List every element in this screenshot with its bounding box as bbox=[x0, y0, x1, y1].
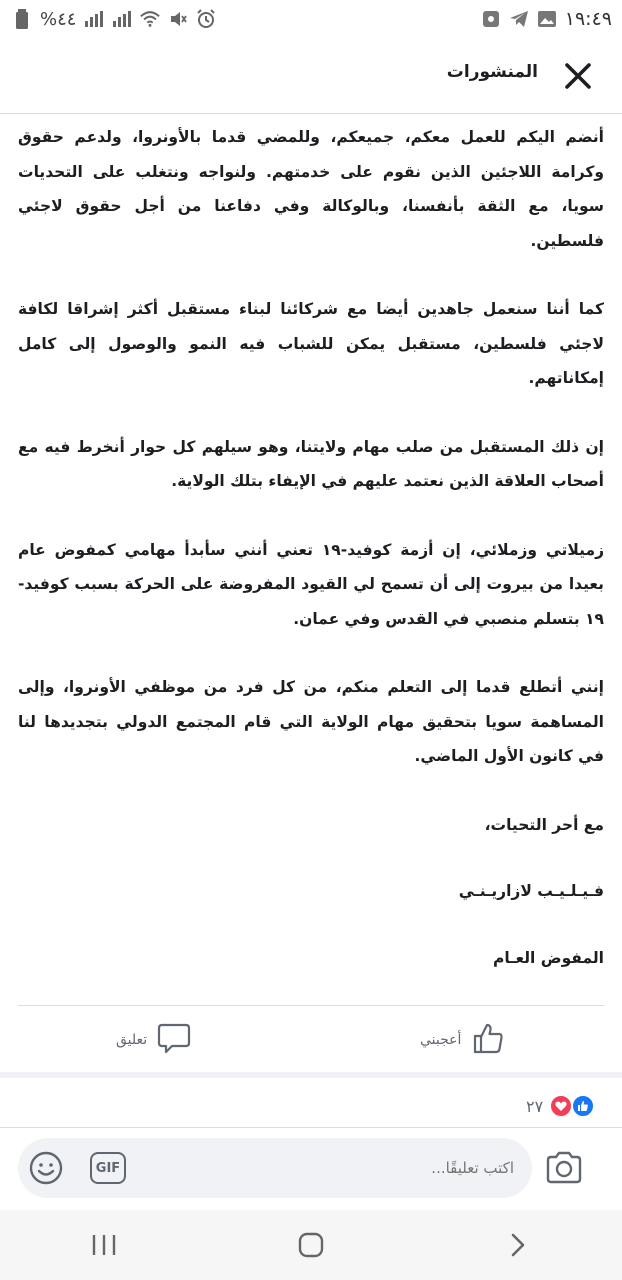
comment-composer bbox=[18, 1138, 532, 1198]
section-separator bbox=[0, 1072, 622, 1078]
image-icon bbox=[537, 9, 557, 29]
close-icon[interactable] bbox=[562, 60, 594, 92]
like-label: أعجبني bbox=[420, 1032, 462, 1048]
status-bar bbox=[0, 0, 622, 38]
comment-label: تعليق bbox=[116, 1032, 148, 1048]
battery-icon bbox=[12, 9, 32, 29]
post-paragraph: زميلاتي وزملائي، إن أزمة كوفيد-١٩ تعني أنني سأبدأ مهامي كمفوض عام بعيدا من بيروت إلى أن تسمح لي القيود المفروضة على الحركة بسبب كوفيد- ١٩ بتسلم منصبي في القدس وفي عمان. bbox=[18, 540, 604, 628]
signal-icon bbox=[112, 9, 132, 29]
post-body bbox=[18, 120, 604, 1007]
post-paragraph: إن ذلك المستقبل من صلب مهام ولايتنا، وهو سيلهم كل حوار أنخرط فيه مع أصحاب العلاقة الذين نعتمد عليهم في الإيفاء بتلك الولاية. bbox=[18, 437, 604, 490]
status-left bbox=[12, 9, 216, 30]
alarm-icon bbox=[196, 9, 216, 29]
home-icon[interactable] bbox=[281, 1215, 341, 1275]
divider bbox=[18, 1005, 604, 1006]
closing-greeting: مع أحر التحيات، bbox=[484, 815, 604, 834]
post-paragraph: كما أننا سنعمل جاهدين أيضا مع شركائنا لبناء مستقبل أكثر إشراقا لكافة لاجئي فلسطين، مستقبل يمكن للشباب فيه النمو والوصول إلى كامل إمكاناتهم. bbox=[18, 300, 604, 387]
like-button[interactable] bbox=[420, 1020, 505, 1060]
top-app-bar bbox=[0, 38, 622, 114]
like-reaction-icon bbox=[571, 1094, 595, 1118]
emoji-icon[interactable] bbox=[28, 1150, 64, 1186]
heart-icon bbox=[549, 1094, 573, 1118]
status-time: ١٩:٤٩ bbox=[564, 8, 612, 30]
comment-button[interactable] bbox=[116, 1020, 191, 1060]
battery-percent: %٤٤ bbox=[40, 8, 77, 30]
status-right bbox=[481, 8, 612, 30]
post-paragraph: إنني أتطلع قدما إلى التعلم منكم، من كل فرد من موظفي الأونروا، وإلى المساهمة سويا بتحقيق مهام الولاية التي قام المجتمع الدولي بتجديدها لنا في كانون الأول الماضي. bbox=[18, 678, 604, 765]
thumbs-up-icon bbox=[471, 1021, 505, 1059]
camera-icon[interactable] bbox=[544, 1148, 584, 1188]
signal-icon bbox=[84, 9, 104, 29]
back-icon[interactable] bbox=[488, 1215, 548, 1275]
system-nav-bar bbox=[0, 1210, 622, 1280]
wifi-icon bbox=[140, 9, 160, 29]
gif-button[interactable]: GIF bbox=[90, 1152, 126, 1184]
comment-input[interactable] bbox=[214, 1138, 514, 1198]
composer-separator bbox=[0, 1127, 622, 1128]
page-title: المنشورات bbox=[446, 62, 538, 82]
post-paragraph: أنضم اليكم للعمل معكم، جميعكم، وللمضي قدما بالأونروا، ولدعم حقوق وكرامة اللاجئين الذين نقوم على خدمتهم. ولنواجه ونتغلب على التحديات سويا، مع الثقة بأنفسنا، وبالوكالة وفي دفاعنا من أجل حقوق لاجئي فلسطين. bbox=[18, 128, 604, 250]
signature-name: فـيـلـيـب لازاريـنـي bbox=[458, 882, 604, 900]
telegram-icon bbox=[509, 9, 529, 29]
signature-title: المفوض العـام bbox=[492, 948, 604, 967]
reactions-summary[interactable] bbox=[526, 1092, 595, 1120]
app-icon bbox=[481, 9, 501, 29]
comment-bubble-icon bbox=[157, 1021, 191, 1059]
mute-icon bbox=[168, 9, 188, 29]
recent-apps-icon[interactable] bbox=[74, 1215, 134, 1275]
reaction-count: ٢٧ bbox=[526, 1096, 544, 1116]
